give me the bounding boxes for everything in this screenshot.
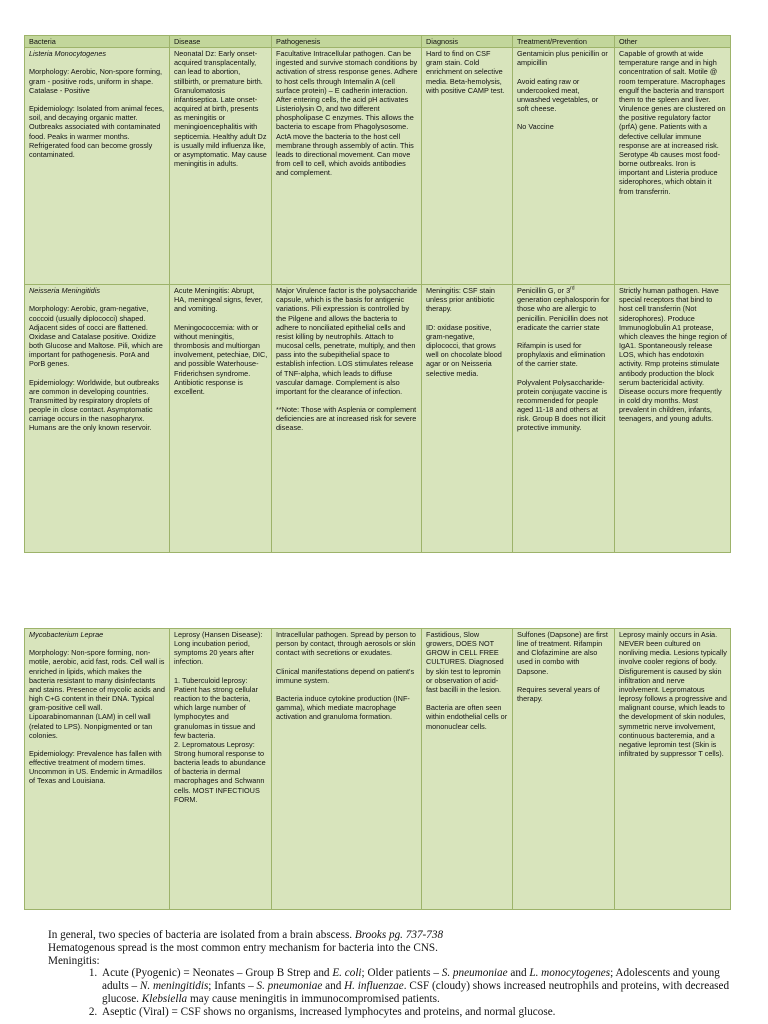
vaccine-text: No Vaccine: [517, 122, 554, 132]
notes-section: [48, 929, 738, 1019]
header-diagnosis: Diagnosis: [422, 36, 513, 48]
cell-other: [615, 48, 731, 285]
other-text: Strictly human pathogen. Have special receptors that bind to host cell transferrin (Not siderophores). Produce Immunoglobulin A1 protease, which cleaves the hinge region of IgA1. Spontaneously release LOS, which has endotoxin activity. Rmp proteins stimulate antibody production the block serum bactericidal activity. Disease occurs more frequently in cold dry months. Most prevalent in children, infants, teenagers, and young adults.: [619, 286, 727, 424]
text-run: ; Adolescents and young adults –: [102, 967, 720, 993]
disease-text: Leprosy (Hansen Disease): Long incubation period, symptoms 20 years after infection.: [174, 630, 263, 667]
organism-name: E. coli: [332, 967, 362, 980]
bacteria-name: Listeria Monocytogenes: [29, 49, 107, 59]
text-run: and: [322, 980, 345, 993]
epidemiology-text: Epidemiology: Worldwide, but outbreaks are common in developing countries. Transmitted by respiratory droplets of people in close contact. Asymptomatic carriage occurs in the nasopharynx. Humans are the only known reservoir.: [29, 377, 160, 433]
bacteria-name: Neisseria Meningitidis: [29, 286, 100, 296]
disease-text-2: Meningococcemia: with or without meningitis, thrombosis and multiorgan involvement, petechiae, DIC, and possible Waterhouse-Friderichsen syndrome. Antibiotic response is excellent.: [174, 322, 268, 396]
header-treatment: Treatment/Prevention: [513, 36, 615, 48]
other-text: Capable of growth at wide temperature range and in high concentration of salt. Motile @ room temperature. Macrophages engulf the bacteria and transport them to the spleen and liver. Virulence genes are clustered on the positive regulatory factor (prfA) gene. Patients with a defective cellular immune response are at increased risk. Serotype 4b causes most food-borne outbreaks. Iron is important and Listeria produce siderophores, which obtain it from transferrin.: [619, 49, 726, 196]
treatment-text-a: Penicillin G, or 3: [517, 286, 571, 296]
cell-pathogenesis: [272, 629, 422, 910]
diagnosis-text: Meningitis: CSF stain unless prior antibiotic therapy.: [426, 286, 495, 314]
pathogenesis-note: **Note: Those with Asplenia or complement deficiencies are at increased risk for severe disease.: [276, 405, 417, 433]
cell-disease: [170, 285, 272, 553]
morphology-text: Morphology: Non-spore forming, non-motile, aerobic, acid fast, rods. Cell wall is enriched in lipids, which makes the bacteria resistant to many disinfectants and stains. Presence of mycolic acids and high C+G content in their DNA. Typical gram-positive cell wall. Lipoarabinomannan (LAM) in cell wall (related to LPS). Nonpigmented or tan colonies.: [29, 648, 165, 740]
list-item-aseptic: 2. Aseptic (Viral) = CSF shows no organisms, increased lymphocytes and proteins, and normal glucose.: [100, 1006, 738, 1019]
morphology-text: Morphology: Aerobic, Non-spore forming, gram - positive rods, uniform in shape. Catalase - Positive: [29, 67, 163, 95]
treatment-text: Gentamicin plus penicillin or ampicillin: [517, 49, 608, 68]
note-reference: Brooks pg. 737-738: [354, 929, 444, 941]
bacteria-table-lower: [24, 628, 731, 910]
cell-diagnosis: [422, 48, 513, 285]
table-row-neisseria: [25, 285, 731, 553]
pathogenesis-text-3: Bacteria induce cytokine production (INF-gamma), which mediate macrophage activation and granuloma formation.: [276, 694, 410, 722]
treatment-duration-text: Requires several years of therapy.: [517, 684, 600, 704]
prophylaxis-text: Rifampin is used for prophylaxis and elimination of the carrier state.: [517, 341, 606, 369]
diagnosis-text-2: Bacteria are often seen within endothelial cells or mononuclear cells.: [426, 703, 508, 731]
other-text: Leprosy mainly occurs in Asia. NEVER been cultured on nonliving media. Lesions typically involve cooler regions of body. Disfigurement is caused by skin infiltration and nerve involvement. Lepromatous leprosy follows a progressive and malignant course, which leads to the development of skin nodules, symmetric nerve involvement, continuous bacteremia, and a negative lepromin test (Skin is infiltrated by suppressor T cells).: [619, 630, 727, 759]
cell-diagnosis: [422, 285, 513, 553]
text-run: and: [507, 967, 530, 980]
list-item-acute: [100, 967, 738, 1005]
text-run: ; Older patients –: [361, 967, 442, 980]
cell-other: [615, 629, 731, 910]
disease-forms-text: 1. Tuberculoid leprosy: Patient has strong cellular reaction to the bacteria, which large number of lymphocytes and granulomas in tissue and few bacteria. 2. Lepromatous Leprosy: Strong humoral response to bacteria leads to abundance of bacteria in dermal macrophages and Schwann cells. MOST INFECTIOUS FORM.: [174, 675, 266, 804]
text-run: may cause meningitis in immunocompromised patients.: [187, 992, 440, 1005]
disease-text: Acute Meningitis: Abrupt, HA, meningeal signs, fever, and vomiting.: [174, 286, 263, 314]
morphology-text: Morphology: Aerobic, gram-negative, coccoid (usually diplococci) shaped. Adjacent sides of cocci are flattened. Oxidase and Catalase positive. Oxidize both Glucose and Maltose. Pili, which are important for pathogenesis. PorA and PorB genes.: [29, 304, 163, 369]
diagnosis-id-text: ID: oxidase positive, gram-negative, diplococci, that grows well on chocolate blood agar or on Neisseria selective media.: [426, 322, 502, 378]
cell-bacteria: [25, 629, 170, 910]
diagnosis-text: Fastidious, Slow growers, DOES NOT GROW in CELL FREE CULTURES. Diagnosed by skin test to lepromin or observation of acid-fast bacilli in the lesion.: [426, 630, 504, 694]
pathogenesis-text: Major Virulence factor is the polysaccharide capsule, which is the basis for antigenic variations. Pili expression is controlled by the Pilgene and allows the bacteria to adhere to nonciliated epithelial cells and resist killing by neutrophils. Attach to mucosal cells, penetrate, multiply, and then pass into the subepithelial space to establish infection. LOS stimulates release of TNF-alpha, which leads to diffuse vascular damage. Complement is also important for the clearance of infection.: [276, 286, 418, 396]
organism-name: N. meningitidis: [139, 980, 209, 993]
pathogenesis-text: Intracellular pathogen. Spread by person to person by contact, through aerosols or skin contact with secretions or exudates.: [276, 630, 416, 658]
table-header-row: [25, 36, 731, 48]
cell-disease: [170, 629, 272, 910]
table-row-listeria: [25, 48, 731, 285]
treatment-text-b: generation cephalosporin for those who are allergic to penicillin. Penicillin does not eradicate the carrier state: [517, 295, 610, 332]
pathogenesis-text-2: Clinical manifestations depend on patient's immune system.: [276, 666, 415, 685]
cell-other: [615, 285, 731, 553]
cell-disease: [170, 48, 272, 285]
organism-name: H. influenzae: [344, 980, 404, 993]
table-row-mycobacterium: [25, 629, 731, 910]
header-pathogenesis: Pathogenesis: [272, 36, 422, 48]
text-run: ; Infants –: [208, 980, 257, 993]
cell-bacteria: [25, 48, 170, 285]
epidemiology-text: Epidemiology: Prevalence has fallen with effective treatment of modern times. Uncommon in US. Endemic in Armadillos of Texas and Louisiana.: [29, 749, 163, 786]
text-run: . CSF (cloudy) shows increased neutrophils and proteins, with decreased glucose.: [102, 980, 730, 1005]
cell-treatment: [513, 285, 615, 553]
prevention-text: Avoid eating raw or undercooked meat, unwashed vegetables, or soft cheese.: [517, 76, 599, 114]
note-brain-abscess-text: In general, two species of bacteria are isolated from a brain abscess.: [48, 929, 355, 941]
note-brain-abscess: [48, 929, 738, 942]
cell-treatment: [513, 629, 615, 910]
organism-name: Klebsiella: [141, 992, 188, 1005]
cell-bacteria: [25, 285, 170, 553]
note-meningitis-heading: Meningitis:: [48, 954, 100, 967]
cell-treatment: [513, 48, 615, 285]
header-disease: Disease: [170, 36, 272, 48]
bacteria-name: Mycobacterium Leprae: [29, 630, 104, 639]
pathogenesis-text: Facultative Intracellular pathogen. Can be ingested and survive stomach conditions by activation of stress response genes. Adhere to host cells through Internalin A (cell surface protein) – E cadherin interaction. After entering cells, the acid pH activates Listeriolysin O, and two different phospholipase C enzymes. This allows the bacteria to escape from Phagolysosome. ActA move the bacteria to the host cell membrane through assembly of actin. This leads to directional movement. Can move from cell to cell, which avoids antibodies and complement.: [276, 49, 418, 178]
bacteria-table-upper: [24, 35, 731, 553]
organism-name: S. pneumoniae: [441, 967, 508, 980]
text-run: Acute (Pyogenic) = Neonates – Group B Strep and: [102, 967, 333, 980]
ordinal-suffix: rd: [570, 285, 575, 292]
cell-pathogenesis: [272, 48, 422, 285]
note-hematogenous: Hematogenous spread is the most common entry mechanism for bacteria into the CNS.: [48, 941, 438, 954]
vaccine-text: Polyvalent Polysaccharide-protein conjugate vaccine is recommended for people aged 11-18 and others at risk. Group B does not illicit protective immunity.: [517, 377, 608, 433]
organism-name: L. monocytogenes: [529, 967, 611, 980]
cell-diagnosis: [422, 629, 513, 910]
treatment-text: Sulfones (Dapsone) are first line of treatment. Rifampin and Clofazimine are also used in combo with Dapsone.: [517, 630, 608, 676]
header-other: Other: [615, 36, 731, 48]
organism-name: S. pneumoniae: [256, 980, 323, 993]
meningitis-list: [48, 967, 738, 1018]
epidemiology-text: Epidemiology: Isolated from animal feces, soil, and decaying organic matter. Outbreaks associated with contaminated food. Peaks in warmer months. Refrigerated food can become grossly contaminated.: [29, 104, 165, 159]
treatment-text: [517, 286, 611, 332]
header-bacteria: Bacteria: [25, 36, 170, 48]
disease-text: Neonatal Dz: Early onset-acquired transplacentally, can lead to abortion, stillbirth, or premature birth. Granulomatosis infantiseptica. Late onset-acquired at birth, presents as meningitis or meningioencephalitis with septicemia. Healthy adult Dz is usually mild influenza like, or asymptomatic. May cause meningitis in adults.: [174, 49, 267, 169]
diagnosis-text: Hard to find on CSF gram stain. Cold enrichment on selective media. Beta-hemolysis, with positive CAMP test.: [426, 49, 505, 95]
cell-pathogenesis: [272, 285, 422, 553]
